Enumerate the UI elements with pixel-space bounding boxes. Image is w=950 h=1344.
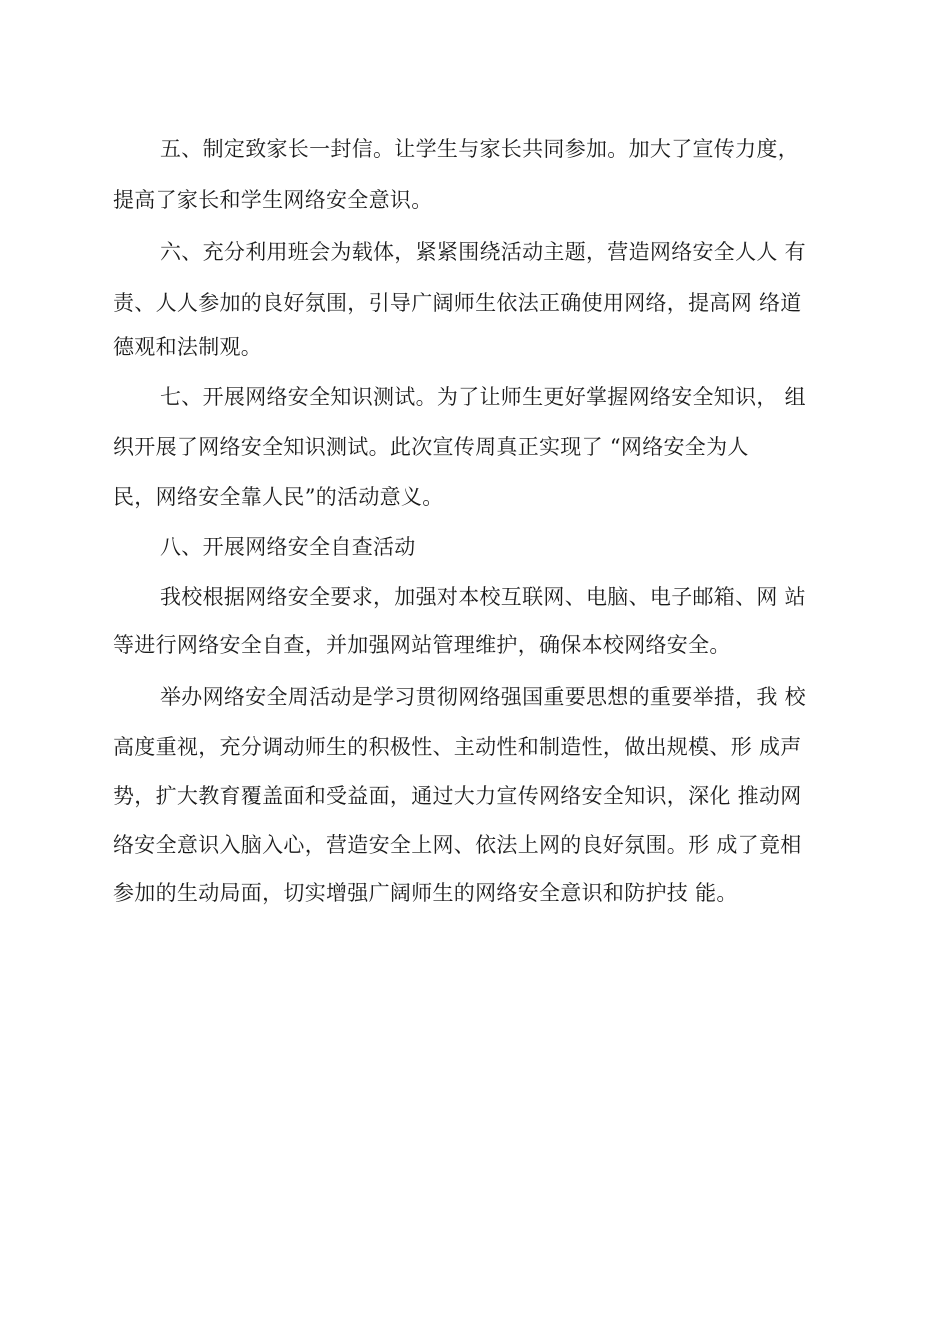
section-heading: 八、开展网络安全自查活动: [160, 535, 416, 559]
text-line: 高度重视，充分调动师生的积极性、主动性和制造性，做出规模、形 成声: [113, 735, 802, 759]
text-line: 络安全意识入脑入心，营造安全上网、依法上网的良好氛围。形 成了竟相: [113, 833, 802, 857]
text-line: 六、充分利用班会为载体，紧紧围绕活动主题，营造网络安全人人 有: [160, 240, 806, 264]
text-line: 责、人人参加的良好氛围，引导广阔师生依法正确使用网络，提高网 络道: [113, 291, 802, 315]
text-line: 参加的生动局面，切实增强广阔师生的网络安全意识和防护技 能。: [113, 881, 738, 905]
text-line: 五、制定致家长一封信。让学生与家长共同参加。加大了宣传力度，: [160, 137, 799, 161]
text-line: 七、开展网络安全知识测试。为了让师生更好掌握网络安全知识， 组: [160, 385, 806, 409]
text-line: 举办网络安全周活动是学习贯彻网络强国重要思想的重要举措，我 校: [160, 685, 806, 709]
text-line: 等进行网络安全自查，并加强网站管理维护，确保本校网络安全。: [113, 633, 731, 657]
text-line: 提高了家长和学生网络安全意识。: [113, 188, 433, 212]
text-line: 势，扩大教育覆盖面和受益面，通过大力宣传网络安全知识，深化 推动网: [113, 784, 802, 808]
text-line: 德观和法制观。: [113, 335, 263, 359]
text-line: 织开展了网络安全知识测试。此次宣传周真正实现了 “网络安全为人: [113, 435, 749, 459]
text-line: 我校根据网络安全要求，加强对本校互联网、电脑、电子邮箱、网 站: [160, 585, 806, 609]
text-line: 民，网络安全靠人民”的活动意义。: [113, 485, 444, 509]
